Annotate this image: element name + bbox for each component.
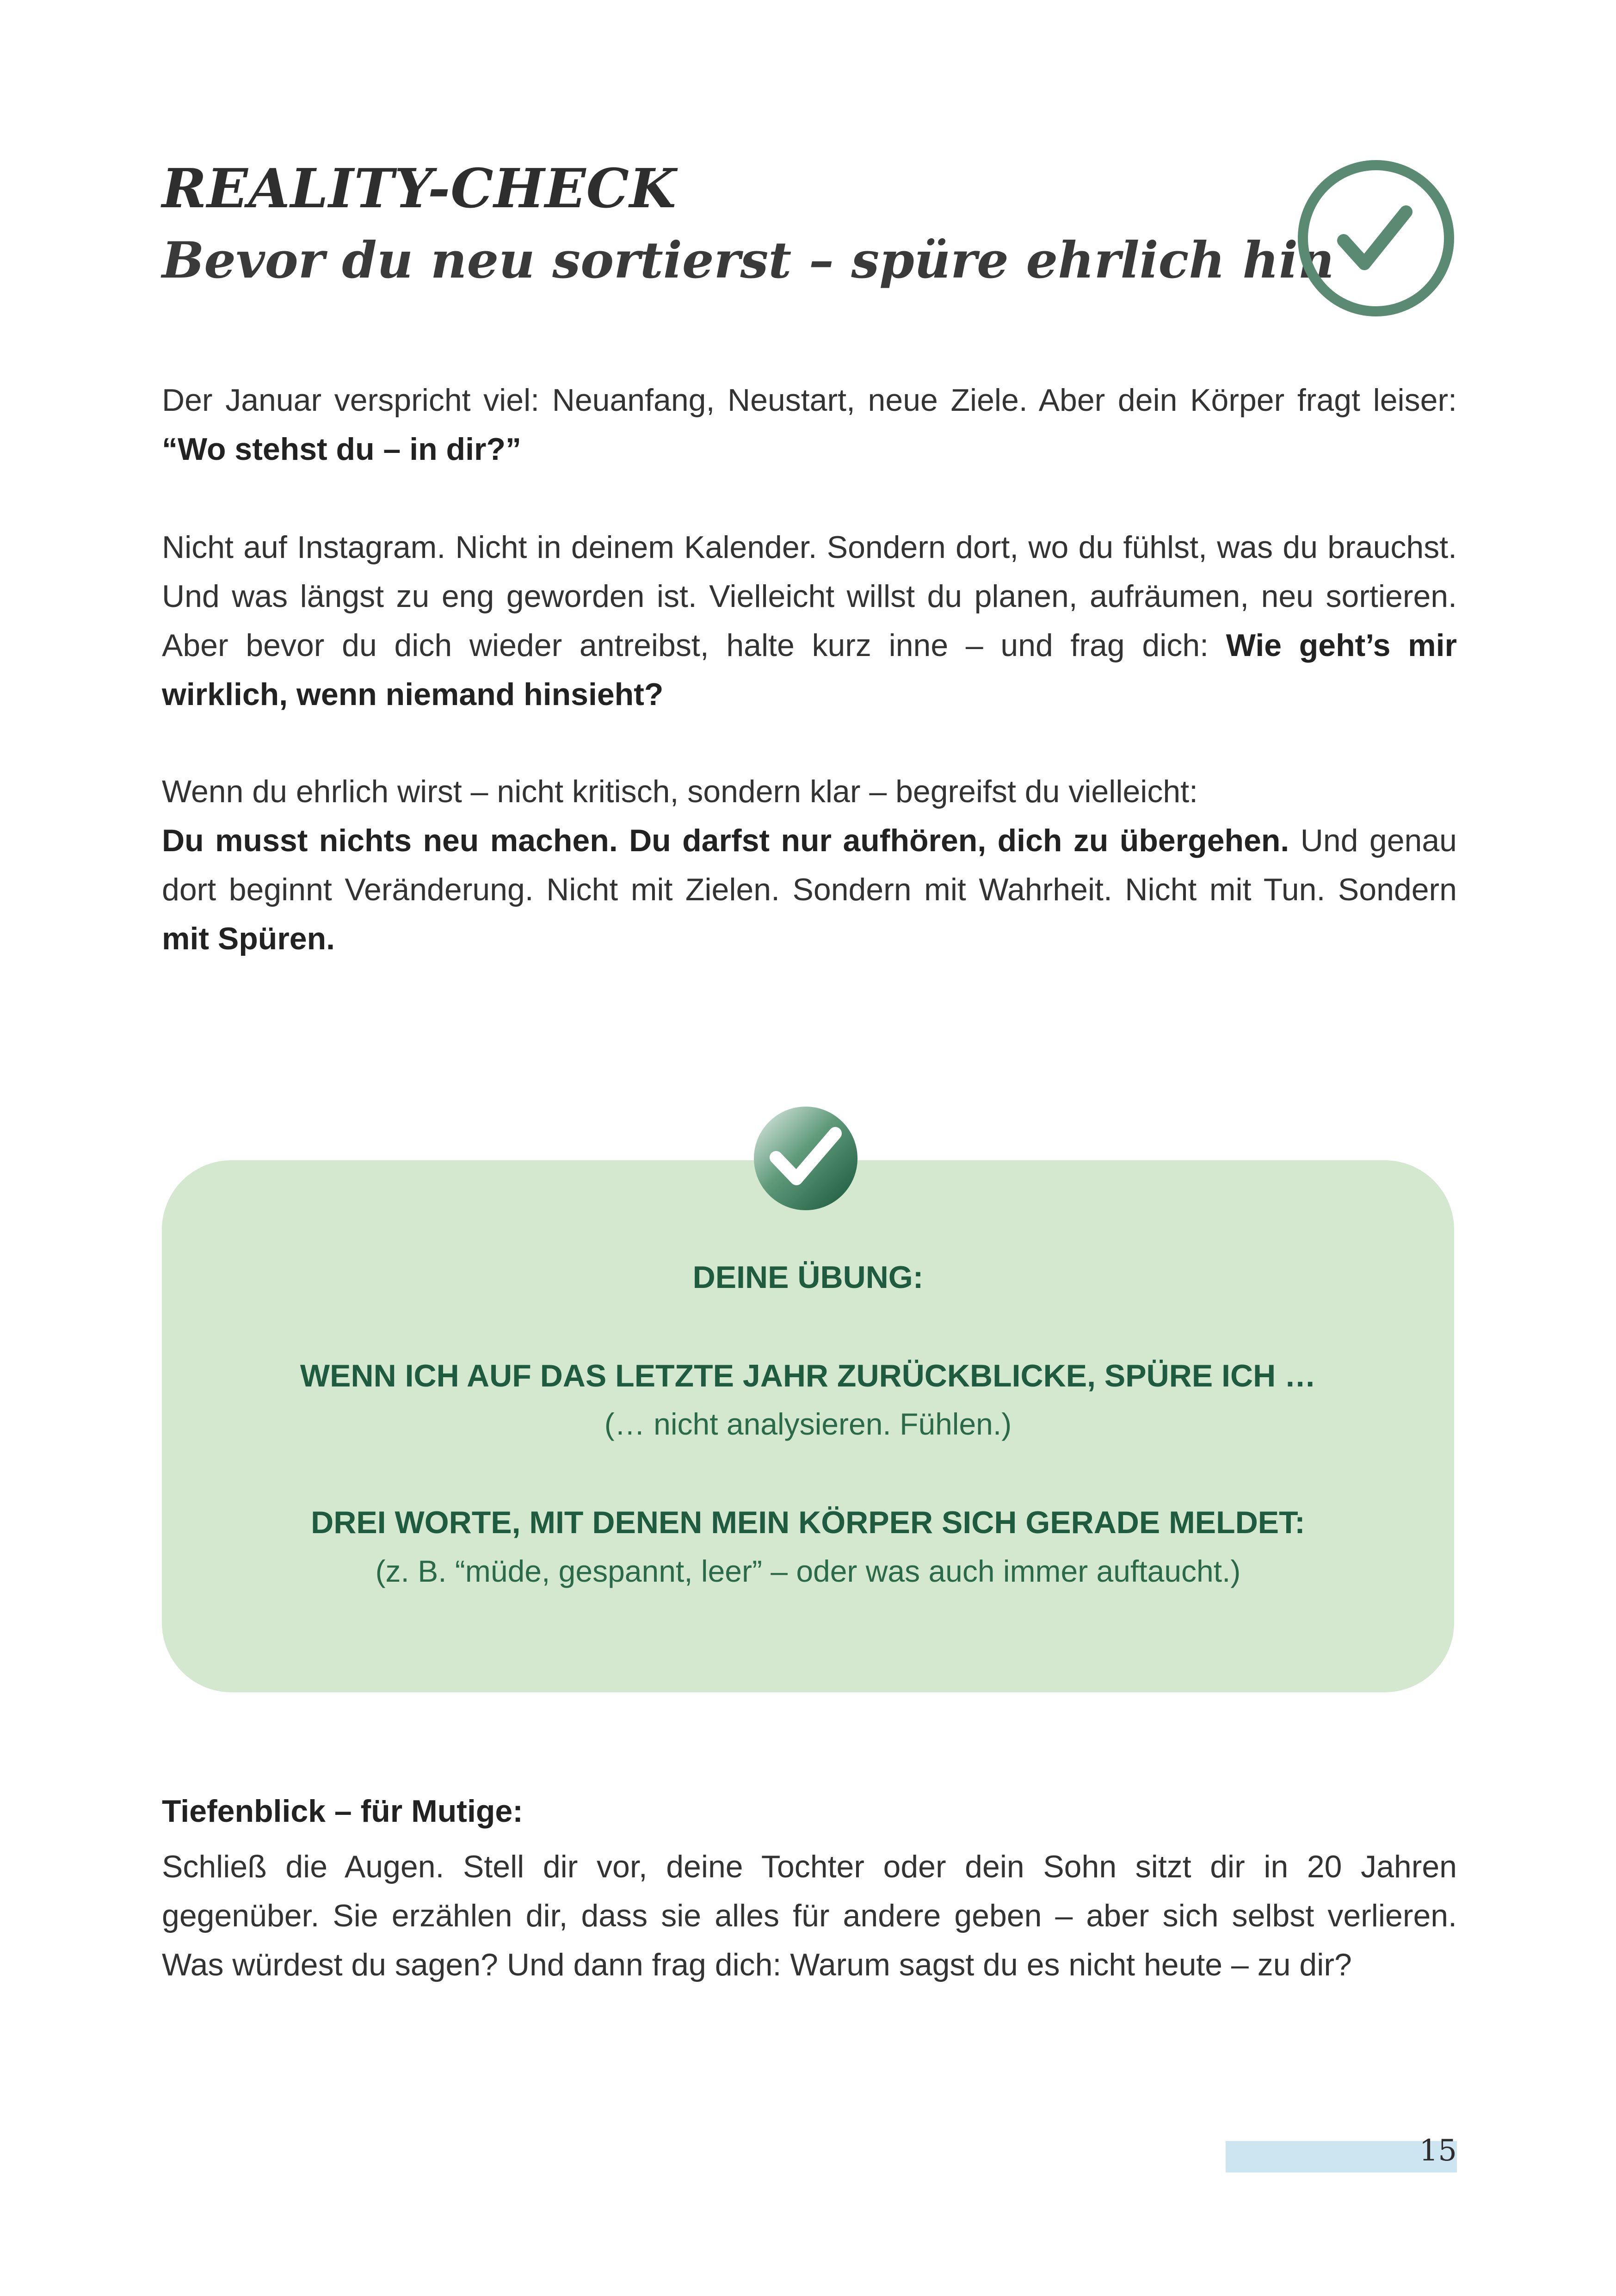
intro-text: Der Januar verspricht viel: Neuanfang, Neustart, neue Ziele. Aber dein Körper fragt leiser: <box>162 383 1457 418</box>
exercise-hint-2: (z. B. “müde, gespannt, leer” – oder was auch immer auftaucht.) <box>375 1554 1241 1588</box>
reflection-paragraph <box>162 523 1457 719</box>
page-number: 15 <box>1419 2134 1457 2168</box>
insight-statement: Du musst nichts neu machen. Du darfst nur aufhören, dich zu übergehen. <box>162 823 1289 858</box>
intro-paragraph <box>162 376 1457 474</box>
insight-paragraph <box>162 767 1457 963</box>
insight-intro: Wenn du ehrlich wirst – nicht kritisch, sondern klar – begreifst du vielleicht: <box>162 774 1198 809</box>
page-subtitle: Bevor du neu sortierst – spüre ehrlich hin <box>162 231 1334 290</box>
intro-question: “Wo stehst du – in dir?” <box>162 432 521 467</box>
exercise-question-1: WENN ICH AUF DAS LETZTE JAHR ZURÜCKBLICKE, SPÜRE ICH … <box>300 1358 1316 1393</box>
reflection-question: Wie geht’s mir wirklich, wenn niemand hinsieht? <box>162 628 1457 712</box>
check-badge-icon <box>753 1106 858 1211</box>
page-title: REALITY-CHECK <box>162 157 677 220</box>
check-circle-icon <box>1295 157 1457 319</box>
reflection-text: Nicht auf Instagram. Nicht in deinem Kalender. Sondern dort, wo du fühlst, was du brauchst. Und was längst zu eng geworden ist. Vielleicht willst du planen, aufräumen, neu sortieren. Aber bevor du dich wieder antreibst, halte kurz inne – und frag dich: <box>162 530 1457 663</box>
deep-dive-heading: Tiefenblick – für Mutige: <box>162 1794 523 1829</box>
insight-text: Und genau dort beginnt Veränderung. Nicht mit Zielen. Sondern mit Wahrheit. Nicht mit Tun. Sondern <box>162 823 1457 907</box>
exercise-question-2: DREI WORTE, MIT DENEN MEIN KÖRPER SICH GERADE MELDET: <box>311 1505 1305 1540</box>
insight-closing: mit Spüren. <box>162 921 335 956</box>
exercise-hint-1: (… nicht analysieren. Fühlen.) <box>604 1407 1012 1441</box>
deep-dive-text: Schließ die Augen. Stell dir vor, deine Tochter oder dein Sohn sitzt dir in 20 Jahren gegenüber. Sie erzählen dir, dass sie alles für andere geben – aber sich selbst verlieren. Was würdest du sagen? Und dann frag dich: Warum sagst du es nicht heute – zu dir? <box>162 1849 1457 1982</box>
exercise-title: DEINE ÜBUNG: <box>692 1260 924 1295</box>
